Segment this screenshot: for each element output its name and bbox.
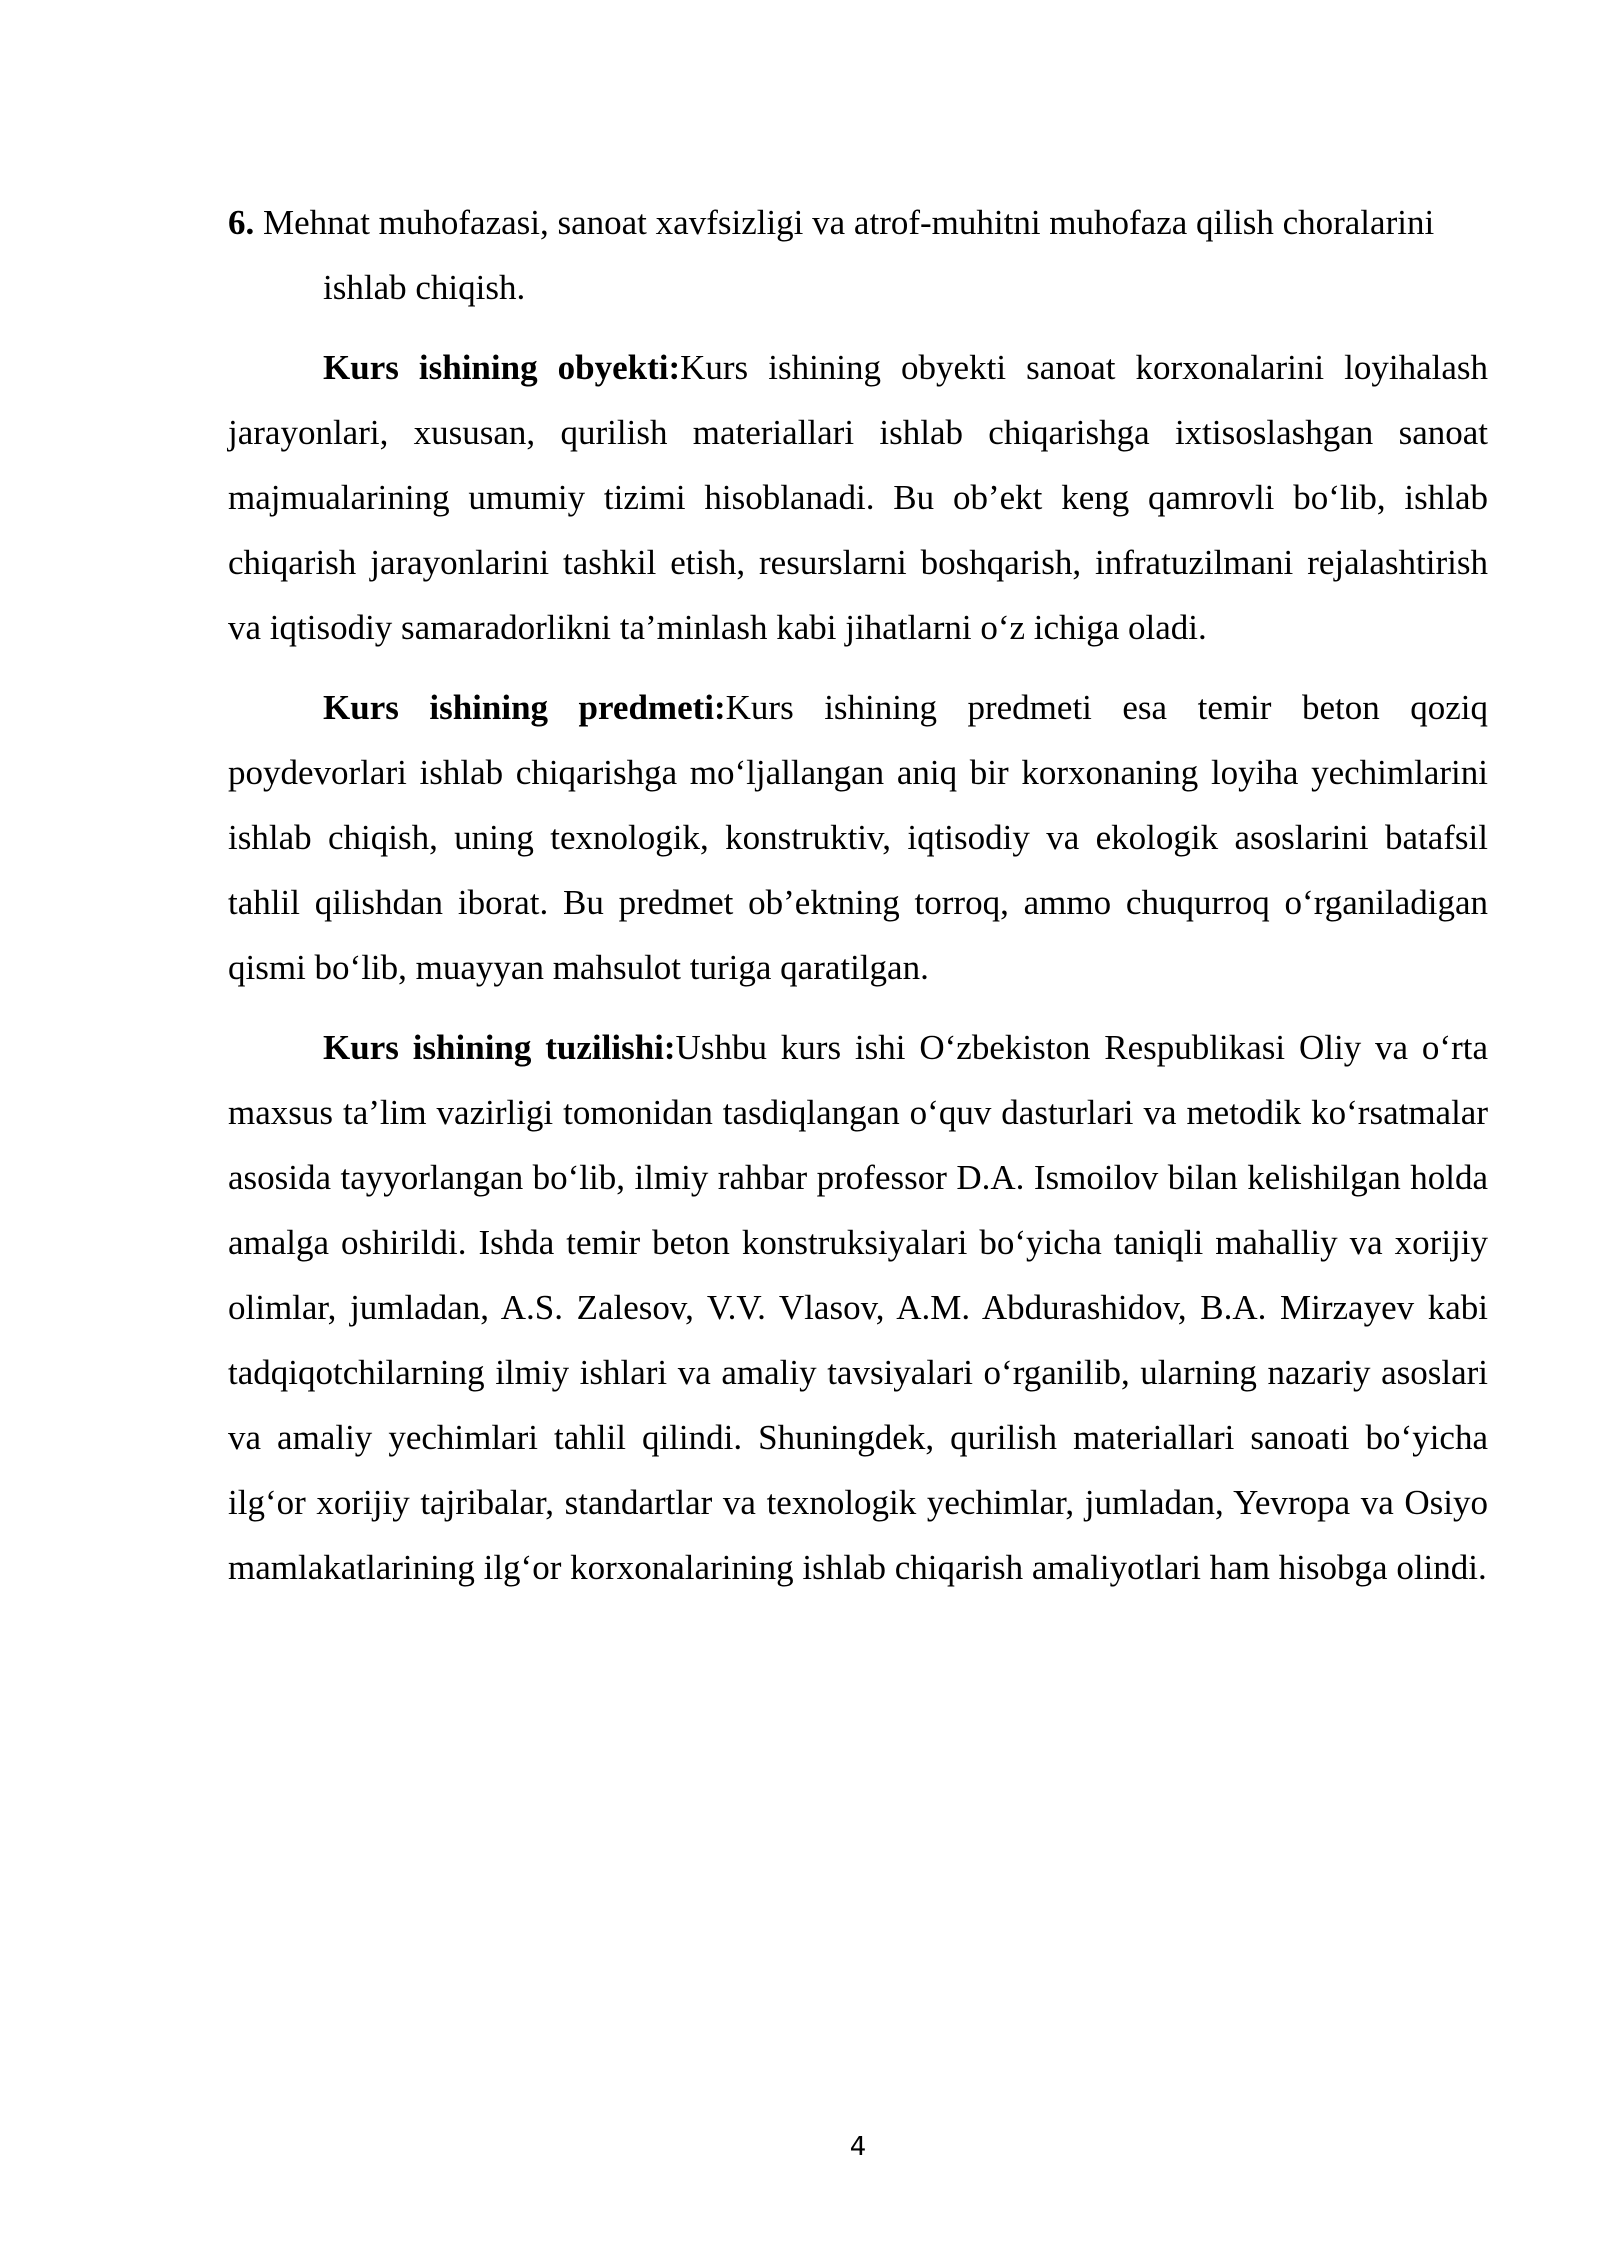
list-item-6 [228, 190, 1488, 320]
paragraph-object [228, 335, 1488, 660]
paragraph-heading: Kurs ishining obyekti: [323, 348, 681, 387]
paragraph-text: Kurs ishining predmeti esa temir beton qoziq poydevorlari ishlab chiqarishga mo‘ljallangan aniq bir korxonaning loyiha yechimlarini ishlab chiqish, uning texnologik, konstruktiv, iqtisodiy va ekologik asoslarini batafsil tahlil qilishdan iborat. Bu predmet ob’ektning torroq, ammo chuqurroq o‘rganiladigan qismi bo‘lib, muayyan mahsulot turiga qaratilgan. [228, 688, 1488, 987]
paragraph-heading: Kurs ishining tuzilishi: [323, 1028, 676, 1067]
paragraph-subject [228, 675, 1488, 1000]
document-body [228, 190, 1488, 1615]
paragraph-structure [228, 1015, 1488, 1600]
paragraph-heading: Kurs ishining predmeti: [323, 688, 726, 727]
page-number: 4 [849, 2132, 867, 2162]
paragraph-text: Ushbu kurs ishi O‘zbekiston Respublikasi Oliy va o‘rta maxsus ta’lim vazirligi tomonidan tasdiqlangan o‘quv dasturlari va metodik ko‘rsatmalar asosida tayyorlangan bo‘lib, ilmiy rahbar professor D.A. Ismoilov bilan kelishilgan holda amalga oshirildi. Ishda temir beton konstruksiyalari bo‘yicha taniqli mahalliy va xorijiy olimlar, jumladan, A.S. Zalesov, V.V. Vlasov, A.M. Abdurashidov, B.A. Mirzayev kabi tadqiqotchilarning ilmiy ishlari va amaliy tavsiyalari o‘rganilib, ularning nazariy asoslari va amaliy yechimlari tahlil qilindi. Shuningdek, qurilish materiallari sanoati bo‘yicha ilg‘or xorijiy tajribalar, standartlar va texnologik yechimlar, jumladan, Yevropa va Osiyo mamlakatlarining ilg‘or korxonalarining ishlab chiqarish amaliyotlari ham hisobga olindi. [228, 1028, 1489, 1587]
list-item-number: 6. [228, 203, 255, 242]
paragraph-text: Kurs ishining obyekti sanoat korxonalarini loyihalash jarayonlari, xususan, qurilish materiallari ishlab chiqarishga ixtisoslashgan sanoat majmualarining umumiy tizimi hisoblanadi. Bu ob’ekt keng qamrovli bo‘lib, ishlab chiqarish jarayonlarini tashkil etish, resurslarni boshqarish, infratuzilmani rejalashtirish va iqtisodiy samaradorlikni ta’minlash kabi jihatlarni o‘z ichiga oladi. [228, 348, 1488, 647]
list-item-text: Mehnat muhofazasi, sanoat xavfsizligi va atrof-muhitni muhofaza qilish choralarini ishlab chiqish. [254, 203, 1435, 307]
